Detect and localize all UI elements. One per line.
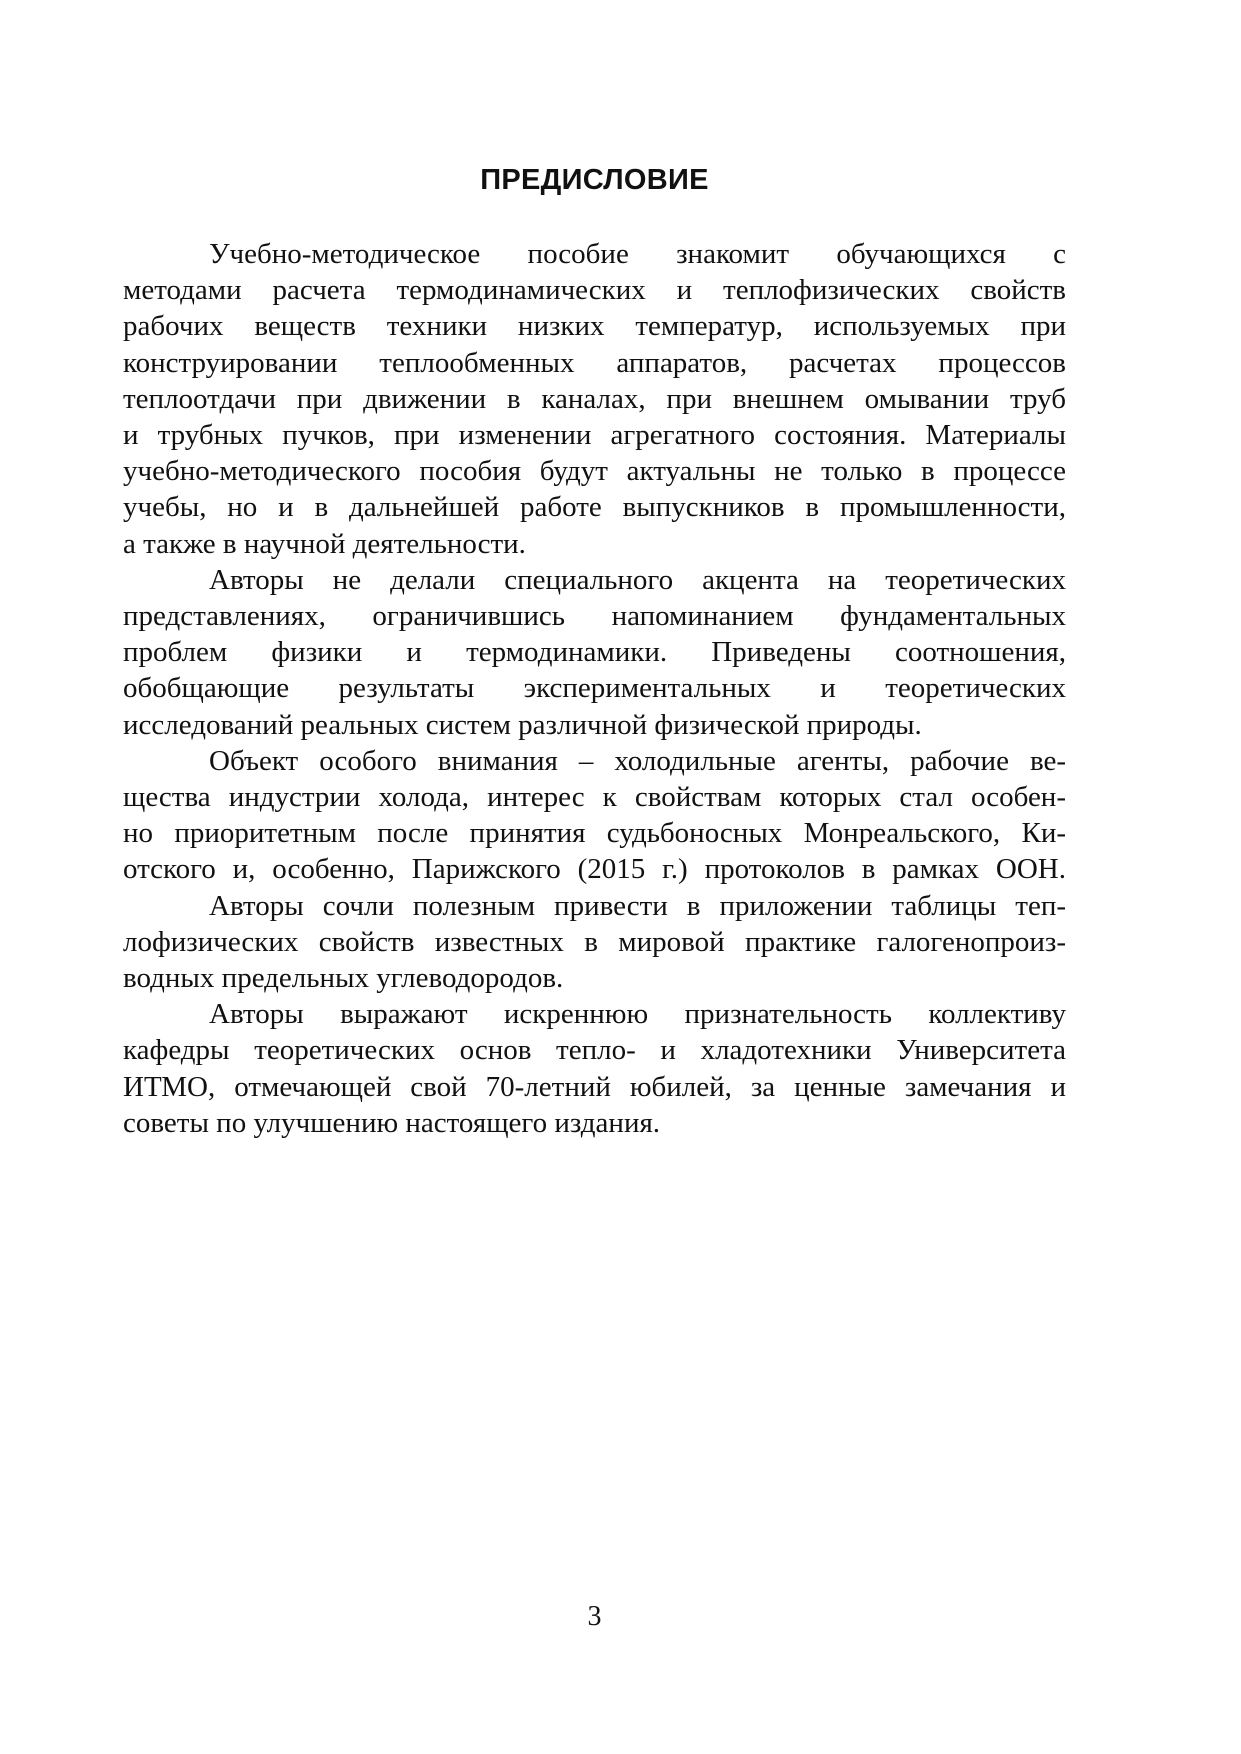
text-line: отского и, особенно, Парижского (2015 г.) протоколов в рамках ООН. — [123, 853, 1066, 886]
text-line: Объект особого внимания – холодильные агенты, рабочие ве- — [209, 744, 1066, 777]
text-line: обобщающие результаты экспериментальных и теоретических — [123, 672, 1066, 705]
text-line: методами расчета термодинамических и теплофизических свойств — [123, 274, 1066, 307]
paragraph-5 — [123, 996, 1066, 1141]
text-line: кафедры теоретических основ тепло- и хладотехники Университета — [123, 1034, 1066, 1067]
text-line: теплоотдачи при движении в каналах, при внешнем омывании труб — [123, 382, 1066, 415]
paragraph-4 — [123, 888, 1066, 997]
text-line: лофизических свойств известных в мировой практике галогенопроиз- — [123, 925, 1066, 958]
preface-body — [123, 236, 1066, 1141]
text-line: советы по улучшению настоящего издания. — [123, 1106, 661, 1139]
text-line: представлениях, ограничившись напоминанием фундаментальных — [123, 600, 1066, 633]
text-line: учебно-методического пособия будут актуальны не только в процессе — [123, 455, 1066, 488]
text-line: Авторы не делали специального акцента на теоретических — [209, 563, 1066, 596]
text-line: но приоритетным после принятия судьбоносных Монреальского, Ки- — [123, 817, 1066, 850]
page-number: 3 — [587, 1601, 602, 1632]
page-title: ПРЕДИСЛОВИЕ — [480, 164, 709, 196]
text-line: Авторы выражают искреннюю признательность коллективу — [209, 998, 1066, 1031]
text-line: Авторы сочли полезным привести в приложении таблицы теп- — [209, 889, 1066, 922]
paragraph-1 — [123, 236, 1066, 562]
text-line: исследований реальных систем различной физической природы. — [123, 708, 922, 741]
text-line: учебы, но и в дальнейшей работе выпускников в промышленности, — [123, 491, 1066, 524]
text-line: конструировании теплообменных аппаратов, расчетах процессов — [123, 346, 1066, 379]
text-line: а также в научной деятельности. — [123, 527, 526, 560]
text-line: и трубных пучков, при изменении агрегатного состояния. Материалы — [123, 419, 1066, 452]
text-line: ИТМО, отмечающей свой 70-летний юбилей, за ценные замечания и — [123, 1070, 1066, 1103]
text-line: рабочих веществ техники низких температур, используемых при — [123, 310, 1066, 343]
text-line: щества индустрии холода, интерес к свойствам которых стал особен- — [123, 781, 1066, 814]
text-line: проблем физики и термодинамики. Приведены соотношения, — [123, 636, 1066, 669]
text-line: Учебно-методическое пособие знакомит обучающихся с — [209, 238, 1066, 270]
text-line: водных предельных углеводородов. — [123, 962, 564, 995]
paragraph-3 — [123, 743, 1066, 888]
paragraph-2 — [123, 562, 1066, 743]
